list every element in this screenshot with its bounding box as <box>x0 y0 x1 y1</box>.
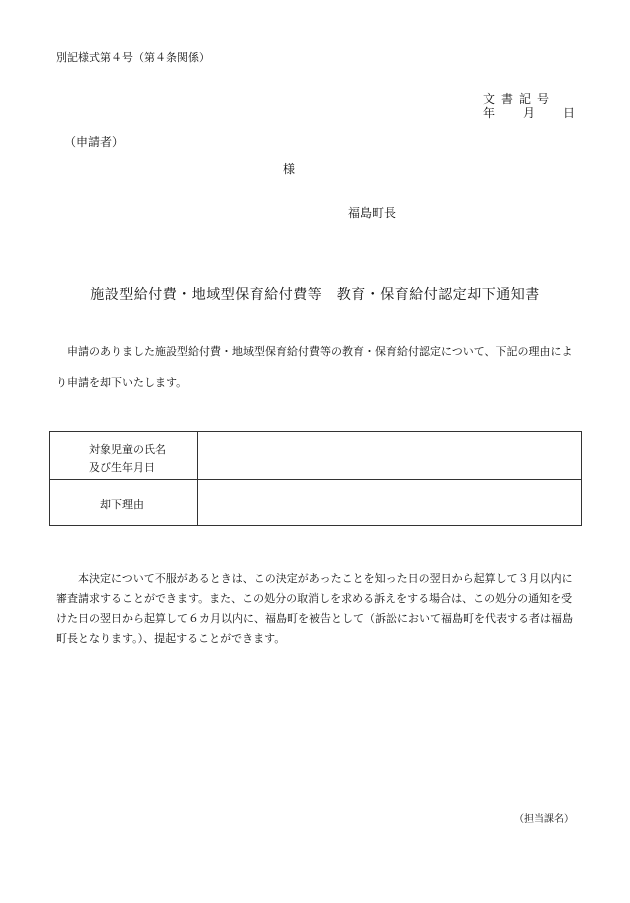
rejection-reason-row <box>50 480 581 525</box>
document-title: 施設型給付費・地域型保育給付費等 教育・保育給付認定却下通知書 <box>90 287 540 303</box>
child-info-label-cell <box>50 432 198 479</box>
intro-text: 申請のありました施設型給付費・地域型保育給付費等の教育・保育給付認定について、下記の理由により申請を却下いたします。 <box>56 345 573 389</box>
appeal-notice <box>56 569 581 649</box>
honorific: 様 <box>283 162 296 176</box>
form-number: 別記様式第４号（第４条関係） <box>56 51 210 64</box>
date-month: 月 <box>522 106 535 120</box>
child-birthdate-label: 及び生年月日 <box>89 461 155 474</box>
issuer-name: 福島町長 <box>348 206 397 220</box>
rejection-reason-value <box>198 480 581 525</box>
notice-text: 本決定について不服があるときは、この決定があったことを知った日の翌日から起算して３月以内に審査請求することができます。また、この処分の取消しを求める訴えをする場合は、この処分の通知を受けた日の翌日から起算して６カ月以内に、福島町を被告として（訴訟において福島町を代表する者は福島町長となります。）、提起することができます。 <box>56 572 573 645</box>
document-number: 文書記号 <box>483 92 556 106</box>
rejection-reason-label-cell <box>50 480 198 525</box>
details-table <box>49 431 582 526</box>
applicant-label: （申請者） <box>64 135 125 149</box>
date-year: 年 <box>483 106 496 120</box>
date-day: 日 <box>562 106 575 120</box>
department-contact: （担当課名） <box>514 814 574 825</box>
child-name-label: 対象児童の氏名 <box>89 443 166 456</box>
issue-date <box>483 106 575 120</box>
child-info-row <box>50 432 581 480</box>
child-info-value <box>198 432 581 479</box>
intro-paragraph <box>56 336 581 398</box>
rejection-reason-label: 却下理由 <box>100 498 144 511</box>
